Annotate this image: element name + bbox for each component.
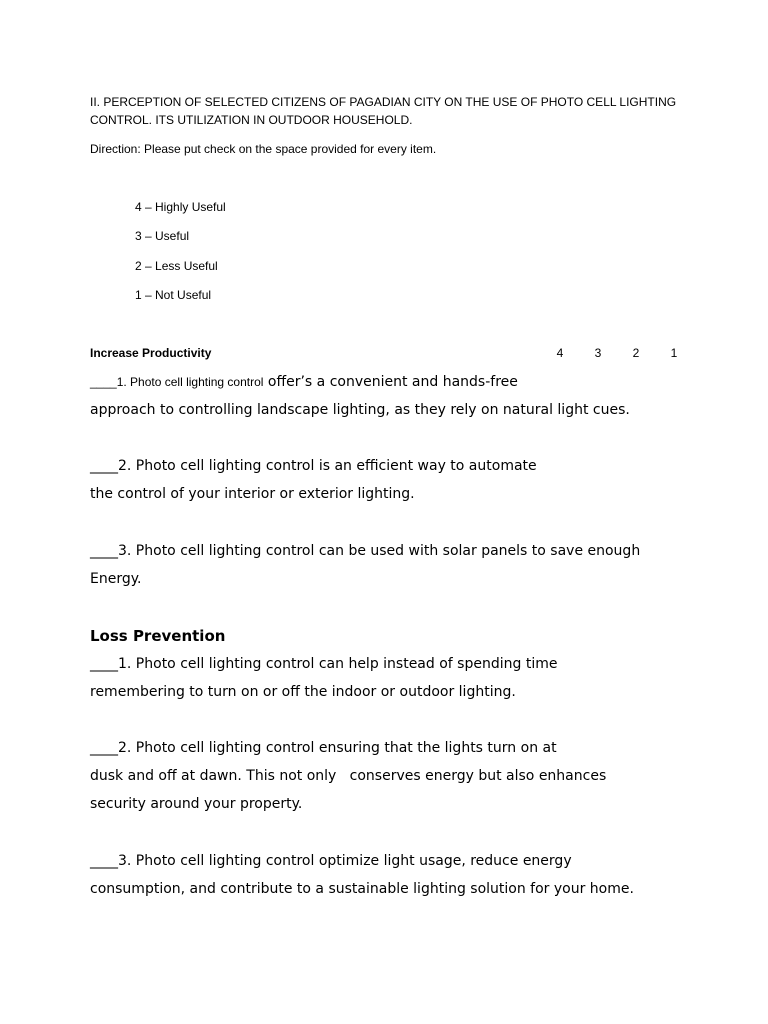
- productivity-item-1-line-2: approach to controlling landscape lighting, as they rely on natural light cues.: [90, 402, 630, 418]
- column-header-3: 3: [594, 346, 602, 360]
- rating-scale-legend: [135, 196, 435, 313]
- productivity-item-1-text: offer’s a convenient and hands-free: [263, 374, 518, 390]
- section-heading-loss-prevention: Loss Prevention: [90, 627, 226, 645]
- productivity-item-2-line-2: the control of your interior or exterior lighting.: [90, 486, 415, 502]
- survey-title-line-2: CONTROL. ITS UTILIZATION IN OUTDOOR HOUSEHOLD.: [90, 113, 413, 127]
- productivity-item-1: [90, 368, 690, 424]
- loss-prevention-item-3-line-2: consumption, and contribute to a sustainable lighting solution for your home.: [90, 881, 634, 897]
- loss-prevention-item-2-line-1: ____2. Photo cell lighting control ensuring that the lights turn on at: [90, 740, 557, 756]
- loss-prevention-item-1: [90, 650, 690, 706]
- productivity-item-3-line-2: Energy.: [90, 571, 142, 587]
- loss-prevention-item-2-line-2: dusk and off at dawn. This not only conserves energy but also enhances: [90, 768, 607, 784]
- productivity-item-2: [90, 452, 690, 508]
- column-header-2: 2: [632, 346, 640, 360]
- productivity-item-1-prefix: ____1. Photo cell lighting control: [90, 375, 264, 389]
- scale-item-1: 1 – Not Useful: [135, 287, 212, 302]
- direction-text: Direction: Please put check on the space provided for every item.: [90, 142, 437, 156]
- loss-prevention-item-2-line-3: security around your property.: [90, 796, 303, 812]
- productivity-item-3-line-1: ____3. Photo cell lighting control can be used with solar panels to save enough: [90, 543, 641, 559]
- loss-prevention-item-1-line-1: ____1. Photo cell lighting control can help instead of spending time: [90, 656, 558, 672]
- loss-prevention-item-1-line-2: remembering to turn on or off the indoor or outdoor lighting.: [90, 684, 516, 700]
- loss-prevention-item-2: [90, 734, 690, 818]
- column-header-1: 1: [670, 346, 678, 360]
- loss-prevention-item-3-line-1: ____3. Photo cell lighting control optimize light usage, reduce energy: [90, 853, 572, 869]
- loss-prevention-item-3: [90, 847, 690, 903]
- section-heading-increase-productivity: Increase Productivity: [90, 346, 212, 360]
- survey-title: [90, 93, 690, 129]
- column-header-4: 4: [556, 346, 564, 360]
- productivity-item-1-line-1: [90, 368, 690, 396]
- productivity-item-3: [90, 537, 690, 593]
- survey-title-line-1: II. PERCEPTION OF SELECTED CITIZENS OF PAGADIAN CITY ON THE USE OF PHOTO CELL LIGHTING: [90, 95, 677, 109]
- productivity-item-2-line-1: ____2. Photo cell lighting control is an efficient way to automate: [90, 458, 537, 474]
- rating-column-headers: [550, 344, 690, 362]
- scale-item-2: 2 – Less Useful: [135, 258, 218, 273]
- scale-item-4: 4 – Highly Useful: [135, 200, 226, 214]
- scale-item-3: 3 – Useful: [135, 229, 190, 244]
